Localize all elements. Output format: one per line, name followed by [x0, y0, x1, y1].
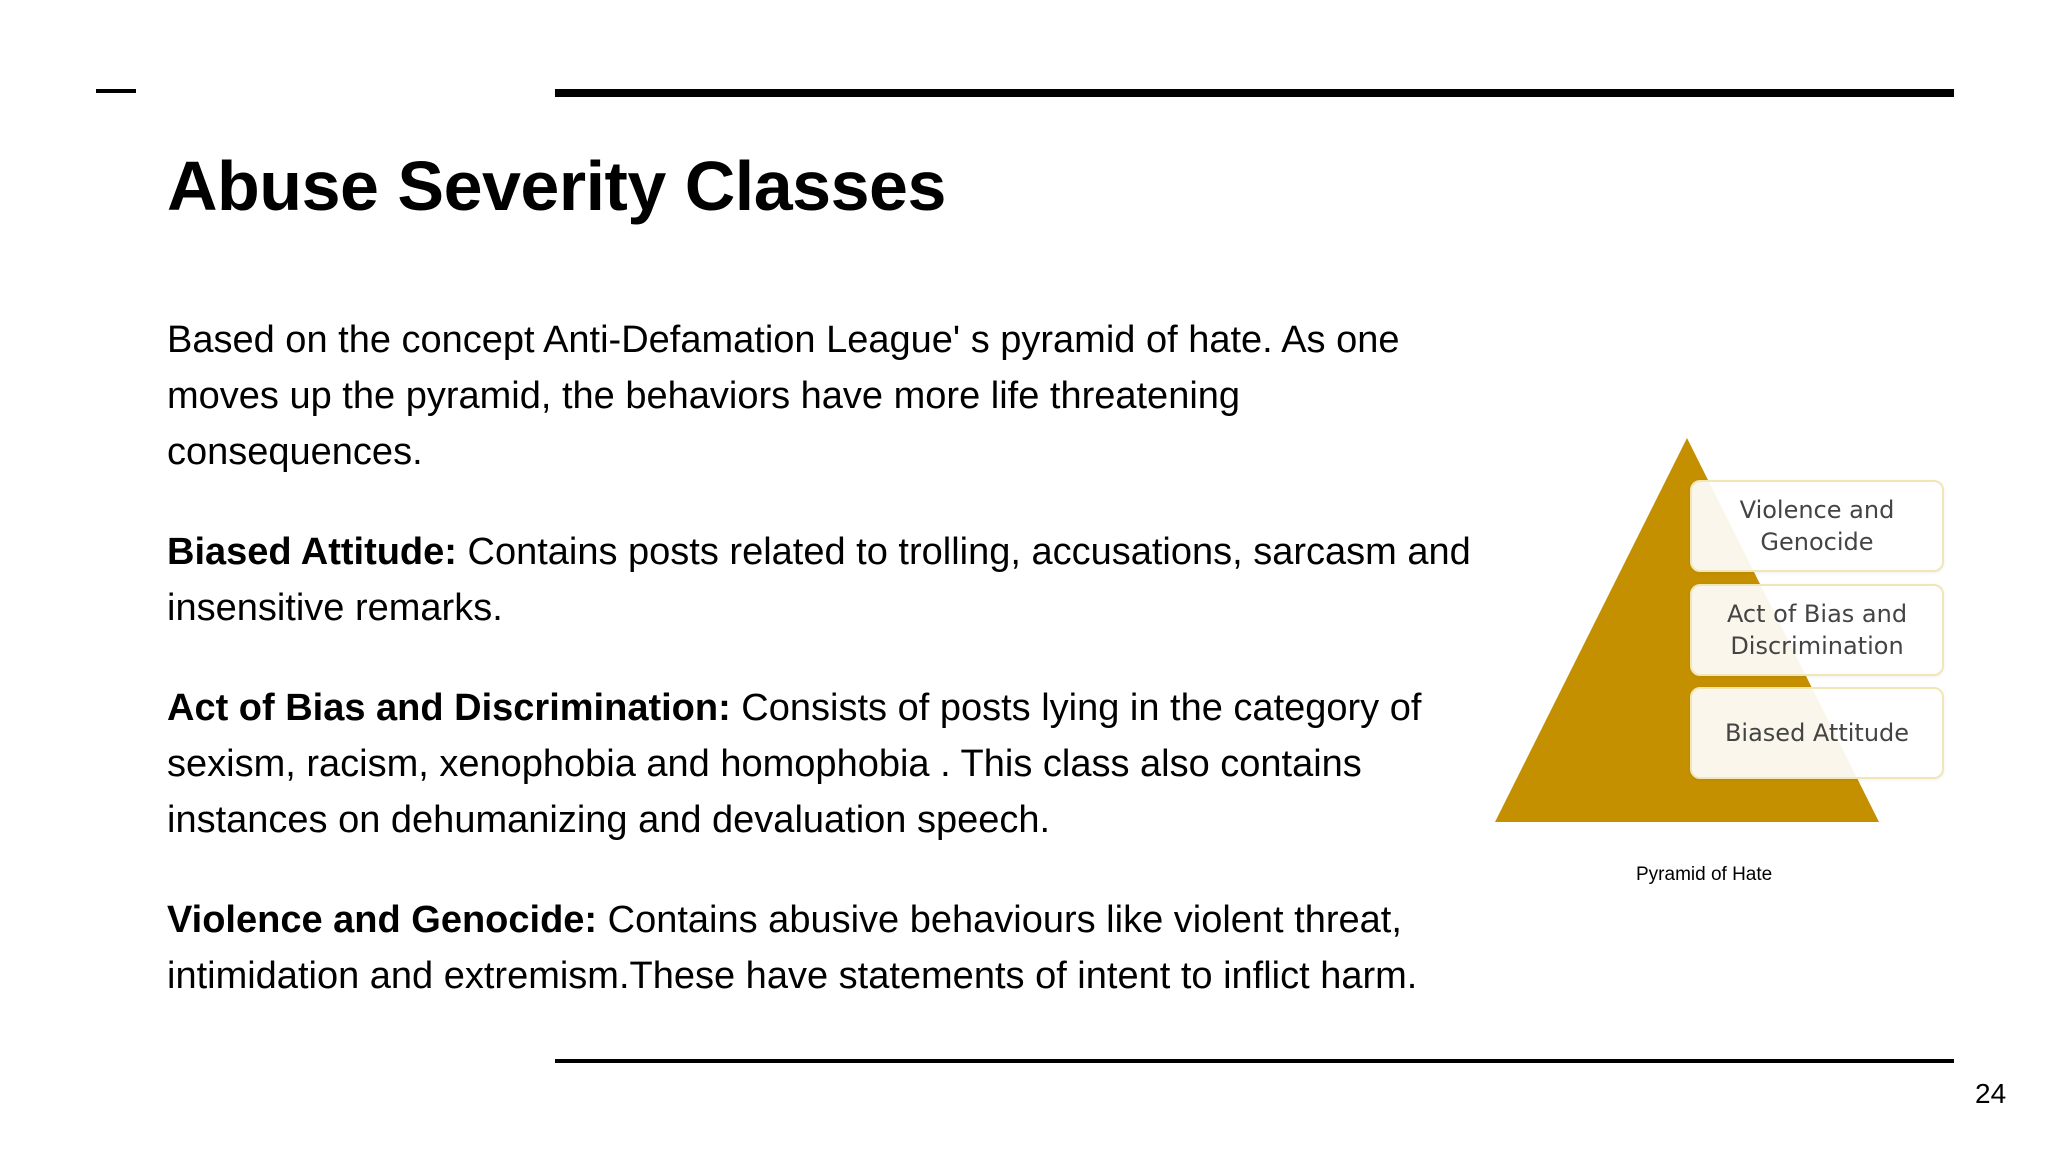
class-act-of-bias [167, 680, 1487, 848]
pyramid-of-hate-figure [1480, 430, 2040, 790]
intro-paragraph: Based on the concept Anti-Defamation League' s pyramid of hate. As one moves up the pyramid, the behaviors have more life threatening consequences. [167, 319, 1400, 473]
pyramid-caption: Pyramid of Hate [1636, 864, 1773, 885]
class-desc: Contains abusive behaviours like violent threat, intimidation and extremism.These have statements of intent to inflict harm. [167, 899, 1418, 997]
top-left-short-rule [96, 89, 136, 93]
top-long-rule [555, 89, 1954, 97]
pyramid-level-top: Violence and Genocide [1690, 480, 1944, 572]
pyramid-level-bottom: Biased Attitude [1690, 687, 1944, 779]
page-number: 24 [1975, 1078, 2007, 1109]
pyramid-level-middle: Act of Bias and Discrimination [1690, 584, 1944, 676]
class-biased-attitude [167, 524, 1487, 636]
class-violence-genocide [167, 892, 1487, 1004]
class-term: Biased Attitude: [167, 531, 457, 573]
slide-body [167, 312, 1487, 1048]
bottom-long-rule [555, 1059, 1954, 1063]
class-term: Violence and Genocide: [167, 899, 598, 941]
class-desc: Consists of posts lying in the category of sexism, racism, xenophobia and homophobia . This class also contains instances on dehumanizing and devaluation speech. [167, 687, 1422, 841]
class-term: Act of Bias and Discrimination: [167, 687, 731, 729]
slide-title: Abuse Severity Classes [167, 147, 946, 225]
class-desc: Contains posts related to trolling, accusations, sarcasm and insensitive remarks. [167, 531, 1471, 629]
